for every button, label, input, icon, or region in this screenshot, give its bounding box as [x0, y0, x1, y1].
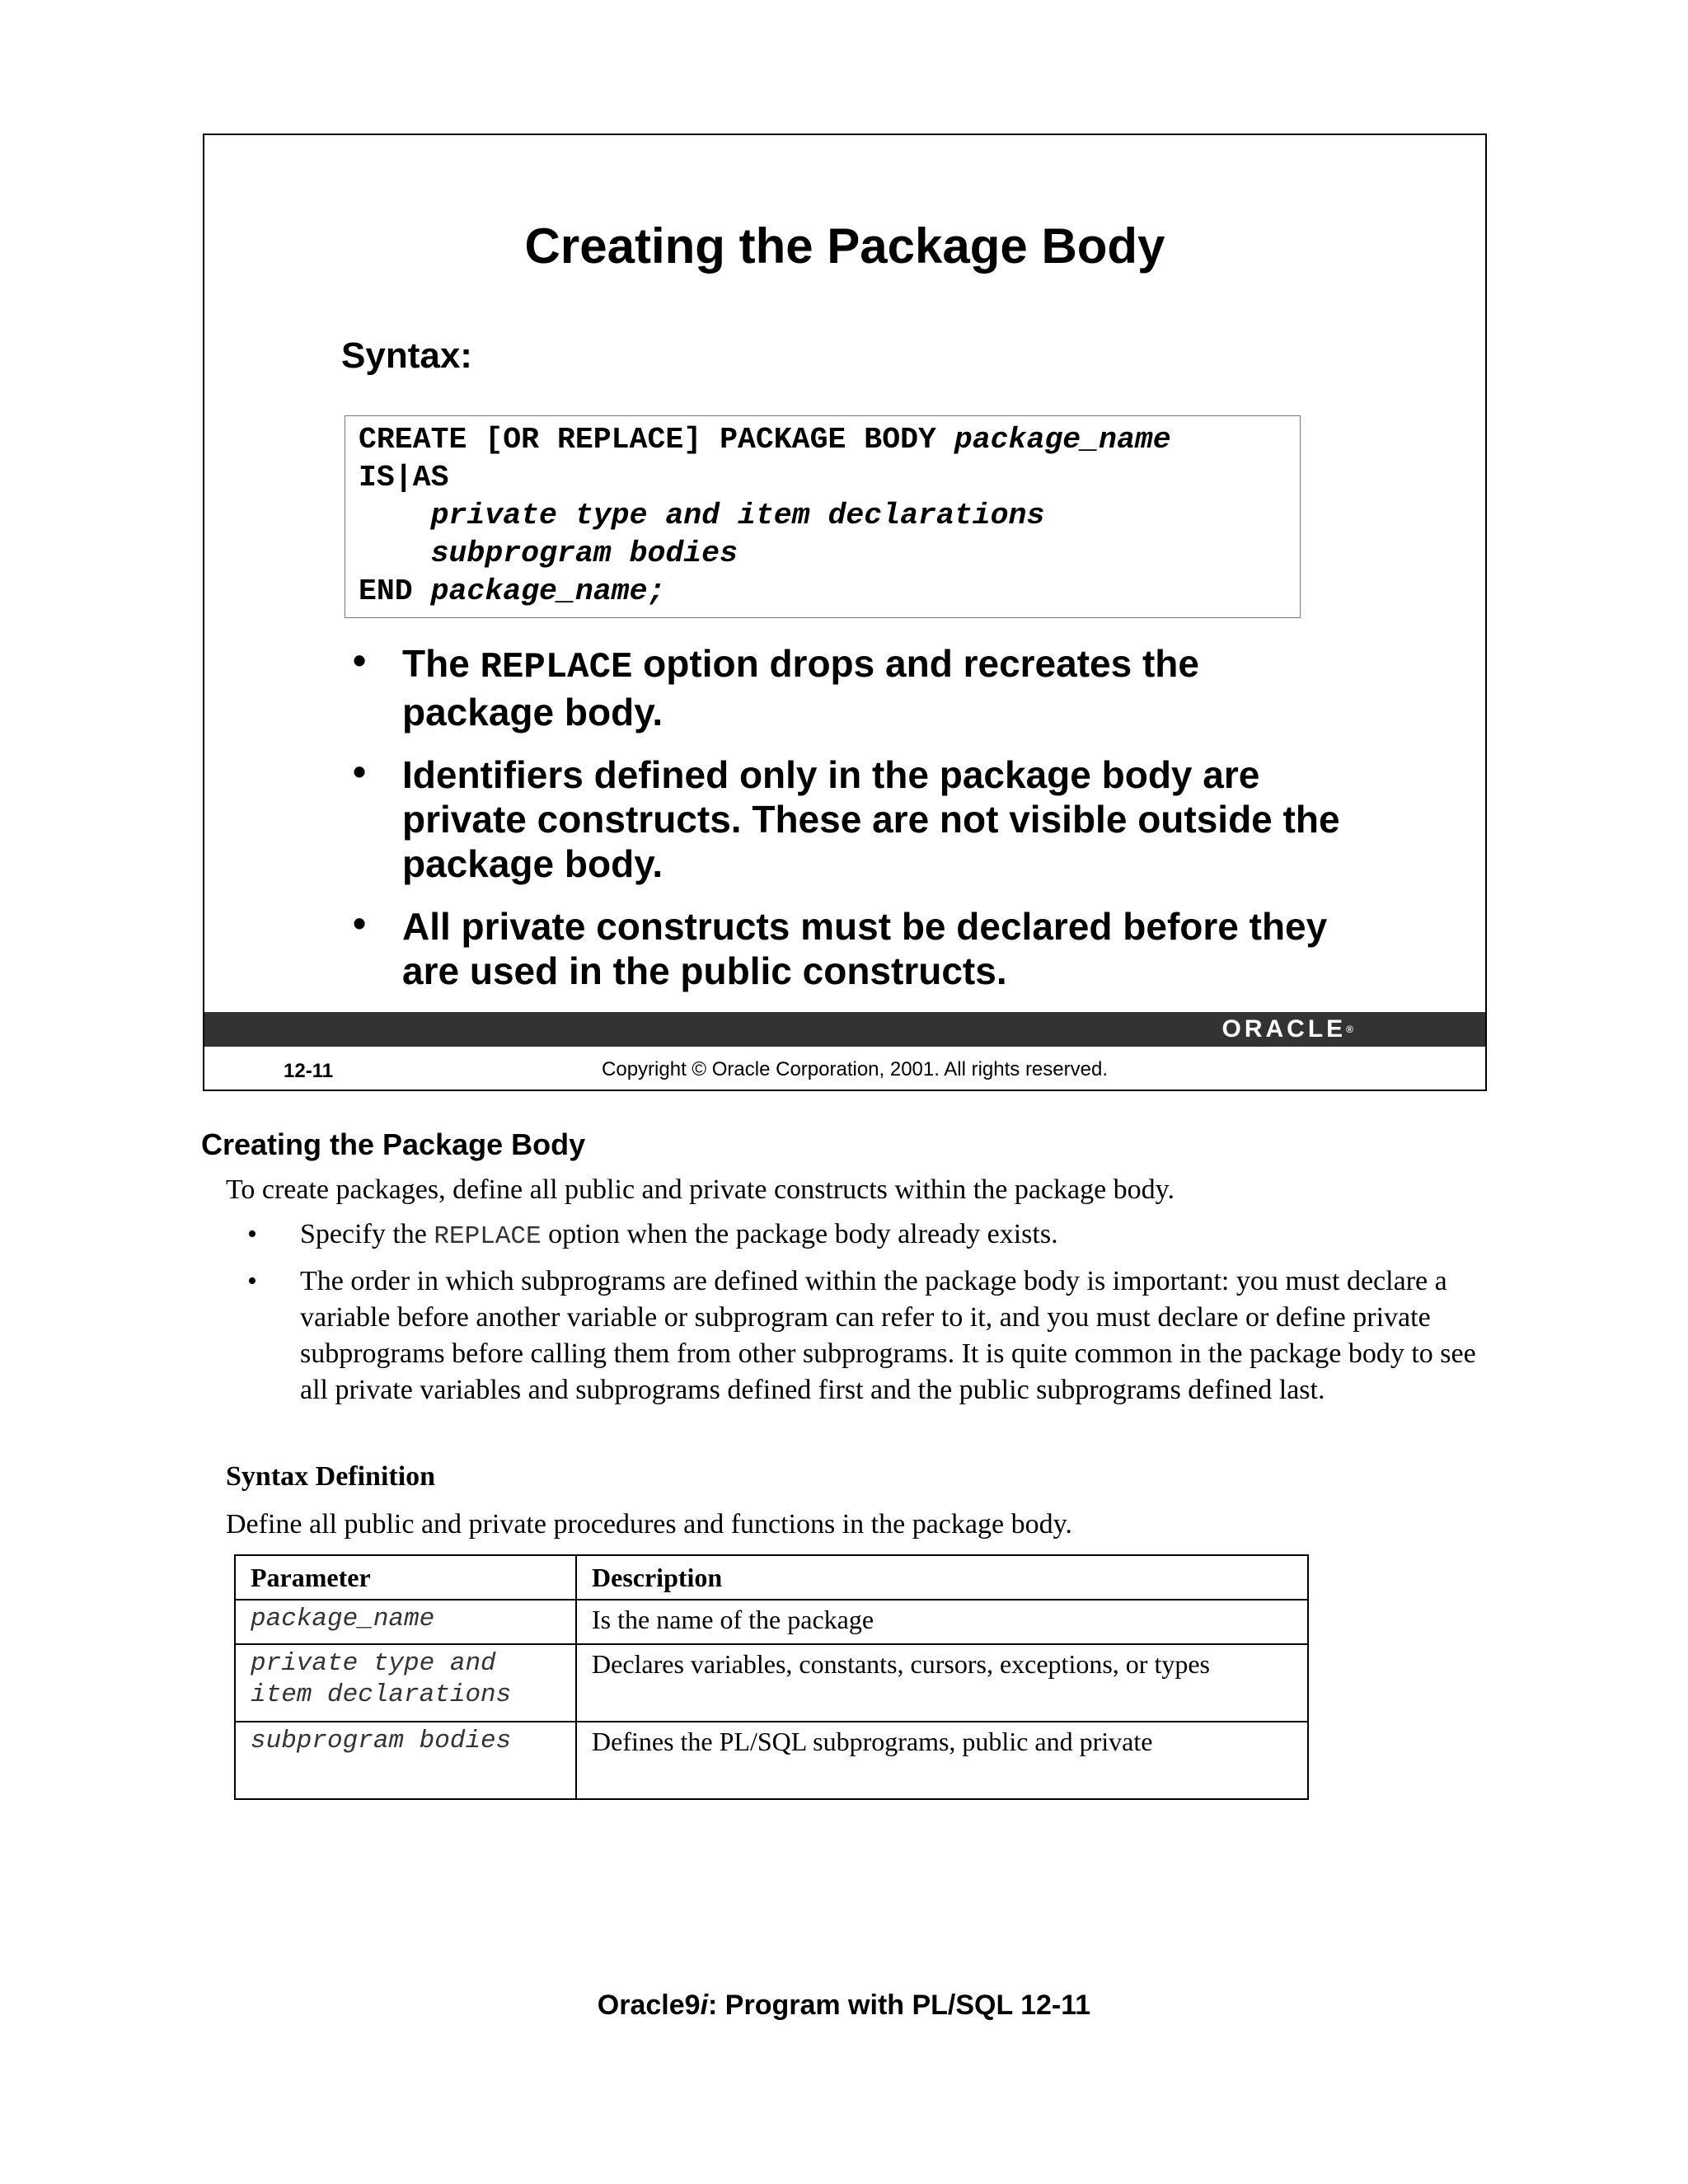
code-line-5: [359, 573, 1300, 611]
slide-number: 12-11: [284, 1060, 334, 1082]
slide-bullet-list: [343, 641, 1348, 1011]
bullet-icon: •: [352, 750, 367, 793]
syntax-definition-heading: Syntax Definition: [226, 1461, 436, 1492]
slide-frame: [203, 134, 1487, 1091]
slide-title: Creating the Package Body: [524, 218, 1165, 274]
column-header-parameter: Parameter: [235, 1555, 576, 1600]
parameter-cell: private type and item declarations: [235, 1644, 576, 1722]
code-keyword: CREATE [OR REPLACE] PACKAGE BODY: [359, 423, 954, 457]
code-line-3: [359, 497, 1300, 535]
page-footer: [0, 1990, 1688, 2022]
table-row: [235, 1722, 1308, 1799]
code-param: subprogram bodies: [430, 537, 738, 570]
bullet-icon: •: [247, 1266, 257, 1296]
code-param: package_name;: [430, 574, 666, 608]
parameter-cell: package_name: [235, 1600, 576, 1644]
bullet-text: option drops and recreates the package body.: [402, 642, 1199, 733]
bullet-text: Identifiers defined only in the package body are private constructs. These are not visible outside the package body.: [402, 753, 1340, 885]
table-row: [235, 1644, 1308, 1722]
bullet-text: option when the package body already exists.: [541, 1219, 1058, 1249]
slide-footer: [204, 1047, 1485, 1091]
code-line-1: [359, 421, 1300, 459]
notes-bullet-2: [247, 1263, 1500, 1408]
code-param: private type and item declarations: [430, 499, 1045, 532]
table-row: [235, 1600, 1308, 1644]
parameter-table: [234, 1554, 1309, 1800]
slide-footer-bar: [204, 1012, 1485, 1047]
bullet-text: The: [402, 642, 481, 685]
logo-text: ORACLE: [1221, 1015, 1347, 1043]
notes-heading: Creating the Package Body: [201, 1127, 586, 1161]
footer-text: Oracle9: [597, 1990, 701, 2021]
code-param: package_name: [954, 423, 1171, 457]
slide-bullet-2: [343, 752, 1348, 886]
code-line-2: IS|AS: [359, 461, 449, 494]
bullet-icon: •: [352, 639, 367, 682]
slide-bullet-1: [343, 641, 1348, 734]
column-header-description: Description: [576, 1555, 1308, 1600]
notes-intro: To create packages, define all public and private constructs within the package body.: [226, 1174, 1175, 1205]
registered-mark: ®: [1346, 1024, 1353, 1035]
syntax-label: Syntax:: [341, 335, 472, 376]
bullet-icon: •: [352, 902, 367, 944]
parameter-cell: subprogram bodies: [235, 1722, 576, 1799]
description-cell: Defines the PL/SQL subprograms, public and private: [576, 1722, 1308, 1799]
description-cell: Declares variables, constants, cursors, exceptions, or types: [576, 1644, 1308, 1722]
oracle-logo: [1221, 1015, 1353, 1043]
slide-bullet-3: [343, 904, 1348, 993]
inline-code: REPLACE: [480, 647, 633, 688]
bullet-text: All private constructs must be declared before they are used in the public constructs.: [402, 905, 1328, 992]
bullet-text: Specify the: [300, 1219, 434, 1249]
syntax-code-box: [345, 415, 1301, 618]
notes-bullet-1: [247, 1216, 1500, 1255]
code-keyword: END: [359, 574, 431, 608]
footer-text: : Program with PL/SQL 12-11: [708, 1990, 1091, 2021]
code-line-4: [359, 535, 1300, 573]
table-header-row: [235, 1555, 1308, 1600]
inline-code: REPLACE: [434, 1222, 542, 1251]
notes-bullet-list: [247, 1216, 1500, 1417]
define-all-text: Define all public and private procedures and functions in the package body.: [226, 1509, 1072, 1540]
bullet-text: The order in which subprograms are defined within the package body is important: you must declare a variable before another variable or subprogram can refer to it, and you must declare or define private subprograms before calling them from other subprograms. It is quite common in the package body to see all private variables and subprograms defined first and the public subprograms defined last.: [300, 1266, 1476, 1405]
copyright-text: Copyright © Oracle Corporation, 2001. All rights reserved.: [602, 1058, 1108, 1080]
bullet-icon: •: [247, 1219, 257, 1249]
description-cell: Is the name of the package: [576, 1600, 1308, 1644]
footer-italic: i: [700, 1990, 709, 2021]
